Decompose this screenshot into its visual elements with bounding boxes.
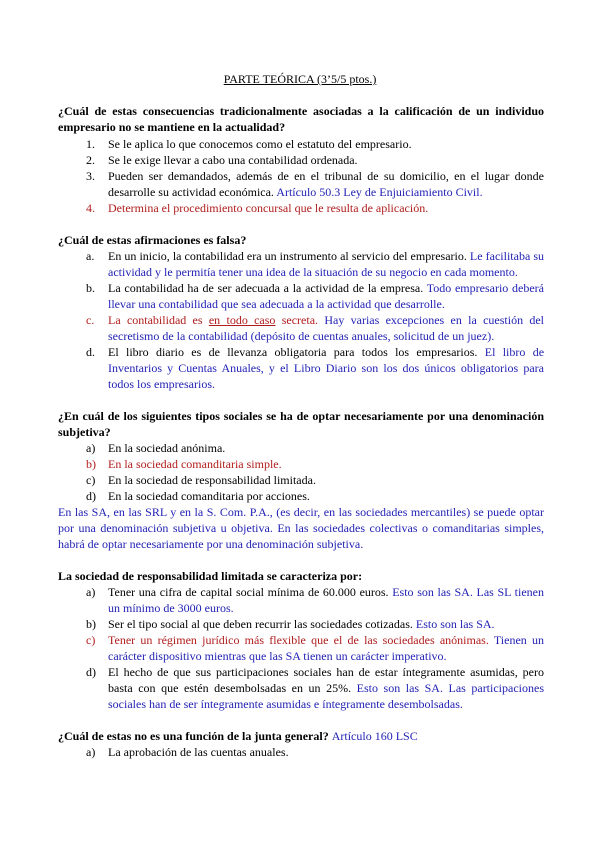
option-d [86,344,544,392]
option-marker: c) [86,633,96,647]
option-marker: 2. [86,153,95,167]
option-b-correct [86,456,544,472]
option-marker: a) [86,585,96,599]
option-text: Se le exige llevar a cabo una contabilidad ordenada. [108,153,358,167]
option-note: El libro de Inventarios y Cuentas Anuales, y el Libro Diario son los dos únicos obligatorios para todos los empresarios. [108,345,545,391]
question-5 [58,728,544,744]
option-c [86,472,544,488]
option-marker: 3. [86,169,95,183]
option-marker: b) [86,457,96,471]
option-note: Hay varias excepciones en la cuestión del secretismo de la contabilidad (depósito de cuentas anuales, solicitud de un juez). [108,313,545,343]
question-1: ¿Cuál de estas consecuencias tradicionalmente asociadas a la calificación de un individuo empresario no se mantiene en la actualidad? [58,104,544,134]
option-note: Esto son las SA. Las SL tienen un mínimo de 3000 euros. [108,585,544,615]
question-5-text: ¿Cuál de estas no es una función de la junta general? [58,729,329,743]
option-marker: d) [86,489,96,503]
option-note: Artículo 50.3 Ley de Enjuiciamiento Civil. [276,185,483,199]
option-note: Esto son las SA. [415,617,495,631]
option-text: La aprobación de las cuentas anuales. [108,745,289,759]
option-text: Pueden ser demandados, además de en el tribunal de su domicilio, en el lugar donde desarrolle su actividad económica. [108,169,544,199]
question-2: ¿Cuál de estas afirmaciones es falsa? [58,233,247,247]
option-marker: d. [86,345,95,359]
option-note: Le facilitaba su actividad y le permitía tener una idea de la situación de su negocio en cada momento. [108,249,544,279]
option-d [86,664,544,712]
option-text: En la sociedad anónima. [108,441,226,455]
option-a [86,744,544,760]
option-4-correct [86,200,544,216]
option-b [86,280,544,312]
option-marker: a) [86,441,96,455]
question-5-reference: Artículo 160 LSC [331,729,418,743]
option-marker: 4. [86,201,95,215]
question-3-explanation: En las SA, en las SRL y en la S. Com. P.A., (es decir, en las sociedades mercantiles) se puede optar por una denominación subjetiva u objetiva. En las sociedades colectivas o comanditarias simples, habrá de optar necesariamente por una denominación subjetiva. [58,505,544,551]
question-1-options [86,136,544,216]
option-marker: b. [86,281,95,295]
question-2-options [86,248,544,392]
option-text: La contabilidad ha de ser adecuada a la actividad de la empresa. [108,281,424,295]
option-marker: b) [86,617,96,631]
option-note: Tienen un carácter dispositivo mientras que las SA tienen un carácter imperativo. [108,633,544,663]
question-3: ¿En cuál de los siguientes tipos sociales se ha de optar necesariamente por una denominación subjetiva? [58,409,544,439]
option-marker: 1. [86,137,95,151]
option-c-correct [86,312,544,344]
option-marker: a) [86,745,96,759]
option-text: Determina el procedimiento concursal que le resulta de aplicación. [108,201,429,215]
option-c-correct [86,632,544,664]
option-a [86,440,544,456]
option-text-underlined: en todo caso [208,313,276,327]
option-marker: c) [86,473,96,487]
option-a [86,248,544,280]
option-2 [86,152,544,168]
option-b [86,616,544,632]
option-text: En un inicio, la contabilidad era un instrumento al servicio del empresario. [108,249,467,263]
option-1 [86,136,544,152]
option-text: En la sociedad comanditaria simple. [108,457,282,471]
question-4: La sociedad de responsabilidad limitada se caracteriza por: [58,569,363,583]
option-text: Tener un régimen jurídico más flexible que el de las sociedades anónimas. [108,633,489,647]
option-text-after: secreta. [281,313,319,327]
option-text: Se le aplica lo que conocemos como el estatuto del empresario. [108,137,412,151]
option-d [86,488,544,504]
option-note: Todo empresario deberá llevar una contabilidad que sea adecuada a la actividad que desarrolle. [108,281,544,311]
option-text: El hecho de que sus participaciones sociales han de estar íntegramente asumidas, pero basta con que estén desembolsadas en un 25%. [108,665,544,695]
option-text: En la sociedad de responsabilidad limitada. [108,473,316,487]
option-marker: d) [86,665,96,679]
option-text: El libro diario es de llevanza obligatoria para todos los empresarios. [108,345,478,359]
option-a [86,584,544,616]
option-note: Esto son las SA. Las participaciones sociales han de ser íntegramente asumidas e íntegramente desembolsadas. [108,681,544,711]
question-4-options [86,584,544,712]
question-5-options [86,744,544,760]
option-marker: a. [86,249,95,263]
option-text-before: La contabilidad es [108,313,203,327]
option-text: Tener una cifra de capital social mínima de 60.000 euros. [108,585,389,599]
option-text: Ser el tipo social al que deben recurrir las sociedades cotizadas. [108,617,413,631]
option-marker: c. [86,313,95,327]
question-3-options [86,440,544,504]
option-text: En la sociedad comanditaria por acciones. [108,489,310,503]
page-title: PARTE TEÓRICA (3’5/5 ptos.) [223,72,377,86]
option-3 [86,168,544,200]
